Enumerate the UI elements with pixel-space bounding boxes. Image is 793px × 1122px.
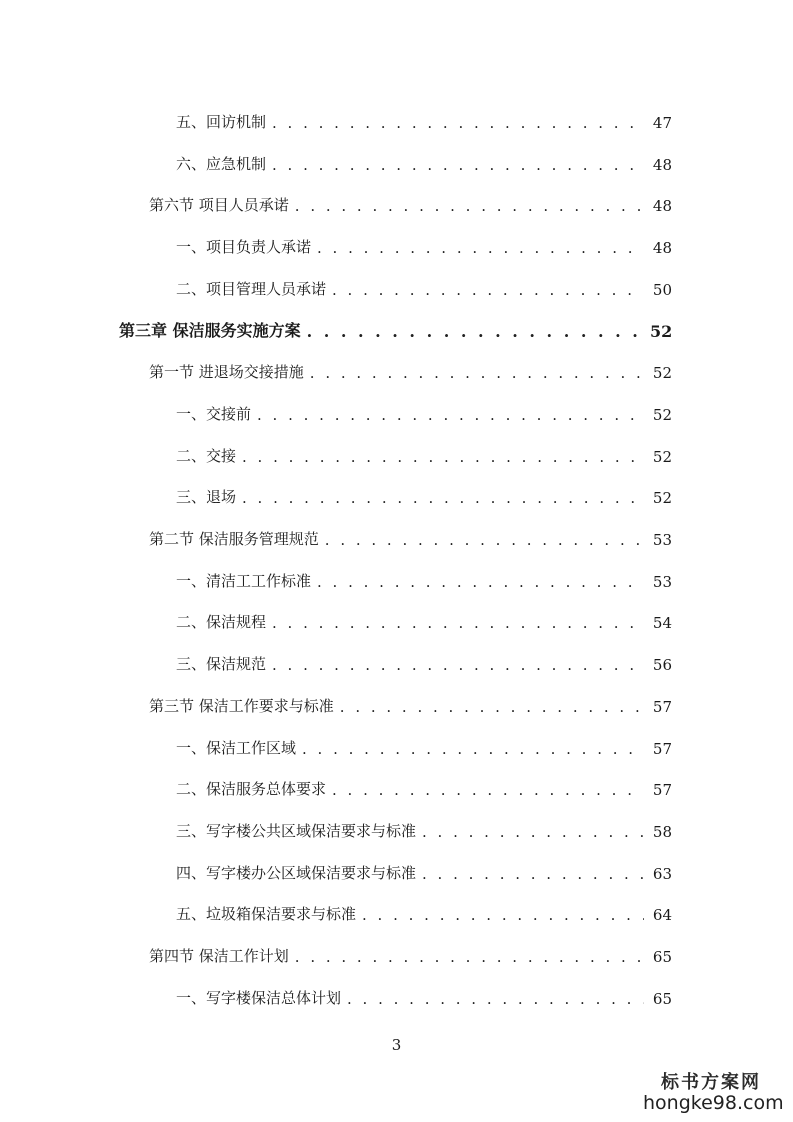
toc-entry-page: 57 bbox=[652, 739, 672, 758]
dot-leader bbox=[325, 531, 644, 549]
dot-leader bbox=[340, 698, 644, 716]
dot-leader bbox=[295, 948, 644, 966]
toc-entry-label: 第六节 项目人员承诺 bbox=[149, 196, 289, 215]
dot-leader bbox=[422, 865, 644, 883]
toc-entry-label: 第三章 保洁服务实施方案 bbox=[119, 320, 301, 340]
toc-entry-label: 三、保洁规范 bbox=[176, 655, 267, 674]
toc-entry-label: 二、项目管理人员承诺 bbox=[176, 279, 327, 298]
toc-entry bbox=[0, 146, 793, 174]
toc-entry-page: 50 bbox=[652, 280, 672, 299]
dot-leader bbox=[257, 406, 644, 424]
toc-entry-label: 四、写字楼办公区域保洁要求与标准 bbox=[176, 863, 417, 882]
toc-entry-page: 65 bbox=[652, 989, 672, 1008]
toc-entry-page: 53 bbox=[652, 572, 672, 591]
dot-leader bbox=[272, 614, 644, 632]
toc-entry-label: 二、保洁服务总体要求 bbox=[176, 780, 327, 799]
toc-entry-label: 一、写字楼保洁总体计划 bbox=[176, 988, 342, 1007]
dot-leader bbox=[317, 573, 644, 591]
dot-leader bbox=[272, 156, 644, 174]
toc-entry bbox=[0, 229, 793, 257]
watermark-text: 标书方案网 bbox=[661, 1072, 761, 1093]
toc-entry-label: 六、应急机制 bbox=[176, 154, 267, 173]
toc-entry-page: 58 bbox=[652, 822, 672, 841]
toc-entry-label: 三、写字楼公共区域保洁要求与标准 bbox=[176, 821, 417, 840]
toc-entry bbox=[0, 688, 793, 716]
toc-entry bbox=[0, 604, 793, 632]
watermark-logo bbox=[643, 1068, 784, 1114]
dot-leader bbox=[242, 448, 644, 466]
dot-leader bbox=[295, 197, 644, 215]
toc-entry-page: 65 bbox=[652, 948, 672, 966]
toc-entry bbox=[0, 479, 793, 507]
toc-entry-page: 64 bbox=[652, 906, 672, 925]
toc-entry-page: 52 bbox=[652, 364, 672, 383]
toc-entry-page: 57 bbox=[652, 697, 672, 716]
toc-entry-label: 五、回访机制 bbox=[176, 113, 267, 131]
toc-entry bbox=[0, 646, 793, 674]
toc-entry bbox=[0, 896, 793, 924]
toc-entry-page: 48 bbox=[652, 239, 672, 258]
toc-entry-label: 五、垃圾箱保洁要求与标准 bbox=[176, 905, 357, 924]
dot-leader bbox=[307, 322, 644, 341]
toc-entry bbox=[0, 730, 793, 758]
toc-entry bbox=[0, 396, 793, 424]
page-number: 3 bbox=[391, 1036, 402, 1054]
toc-entry-page: 52 bbox=[650, 321, 673, 341]
toc-entry-page: 53 bbox=[652, 531, 672, 549]
toc-entry-label: 一、项目负责人承诺 bbox=[176, 238, 312, 257]
toc-entry-label: 第一节 进退场交接措施 bbox=[149, 363, 304, 382]
toc-entry bbox=[0, 521, 793, 549]
toc-entry bbox=[0, 187, 793, 215]
dot-leader bbox=[302, 740, 644, 758]
dot-leader bbox=[332, 781, 644, 799]
dot-leader bbox=[347, 990, 644, 1008]
toc-entry-label: 一、清洁工工作标准 bbox=[176, 571, 312, 590]
toc-entry-page: 48 bbox=[652, 155, 672, 174]
toc-entry-page: 56 bbox=[652, 656, 672, 675]
toc-entry bbox=[0, 938, 793, 966]
toc-entry-label: 一、交接前 bbox=[176, 404, 252, 423]
toc-entry-label: 第三节 保洁工作要求与标准 bbox=[149, 696, 334, 715]
toc-entry bbox=[0, 855, 793, 883]
toc-entry-page: 57 bbox=[652, 781, 672, 800]
toc-entry bbox=[0, 104, 793, 132]
toc-entry-page: 52 bbox=[652, 405, 672, 424]
dot-leader bbox=[272, 656, 644, 674]
toc-entry bbox=[0, 313, 793, 341]
dot-leader bbox=[310, 364, 644, 382]
toc-entry-page: 48 bbox=[652, 197, 672, 216]
watermark-url: hongke98.com bbox=[643, 1092, 784, 1114]
toc-entry-label: 二、保洁规程 bbox=[176, 613, 267, 632]
toc-entry-label: 三、退场 bbox=[176, 488, 237, 507]
toc-entry bbox=[0, 980, 793, 1008]
toc-entry-label: 一、保洁工作区域 bbox=[176, 738, 297, 757]
toc-entry-page: 63 bbox=[652, 864, 672, 883]
dot-leader bbox=[332, 281, 644, 299]
toc-entry-page: 52 bbox=[652, 489, 672, 508]
toc-entry-page: 52 bbox=[652, 447, 672, 466]
toc-entry-page: 54 bbox=[652, 614, 672, 633]
dot-leader bbox=[422, 823, 644, 841]
toc-entry bbox=[0, 271, 793, 299]
toc-entry-label: 第四节 保洁工作计划 bbox=[149, 947, 289, 965]
toc-entry-label: 第二节 保洁服务管理规范 bbox=[149, 530, 319, 548]
toc-entry-page: 47 bbox=[652, 114, 672, 132]
toc-entry bbox=[0, 813, 793, 841]
dot-leader bbox=[362, 906, 644, 924]
dot-leader bbox=[242, 489, 644, 507]
toc-entry bbox=[0, 771, 793, 799]
dot-leader bbox=[272, 114, 644, 132]
toc-entry bbox=[0, 354, 793, 382]
toc-entry bbox=[0, 438, 793, 466]
toc-entry-label: 二、交接 bbox=[176, 446, 237, 465]
toc-entry bbox=[0, 563, 793, 591]
dot-leader bbox=[317, 239, 644, 257]
